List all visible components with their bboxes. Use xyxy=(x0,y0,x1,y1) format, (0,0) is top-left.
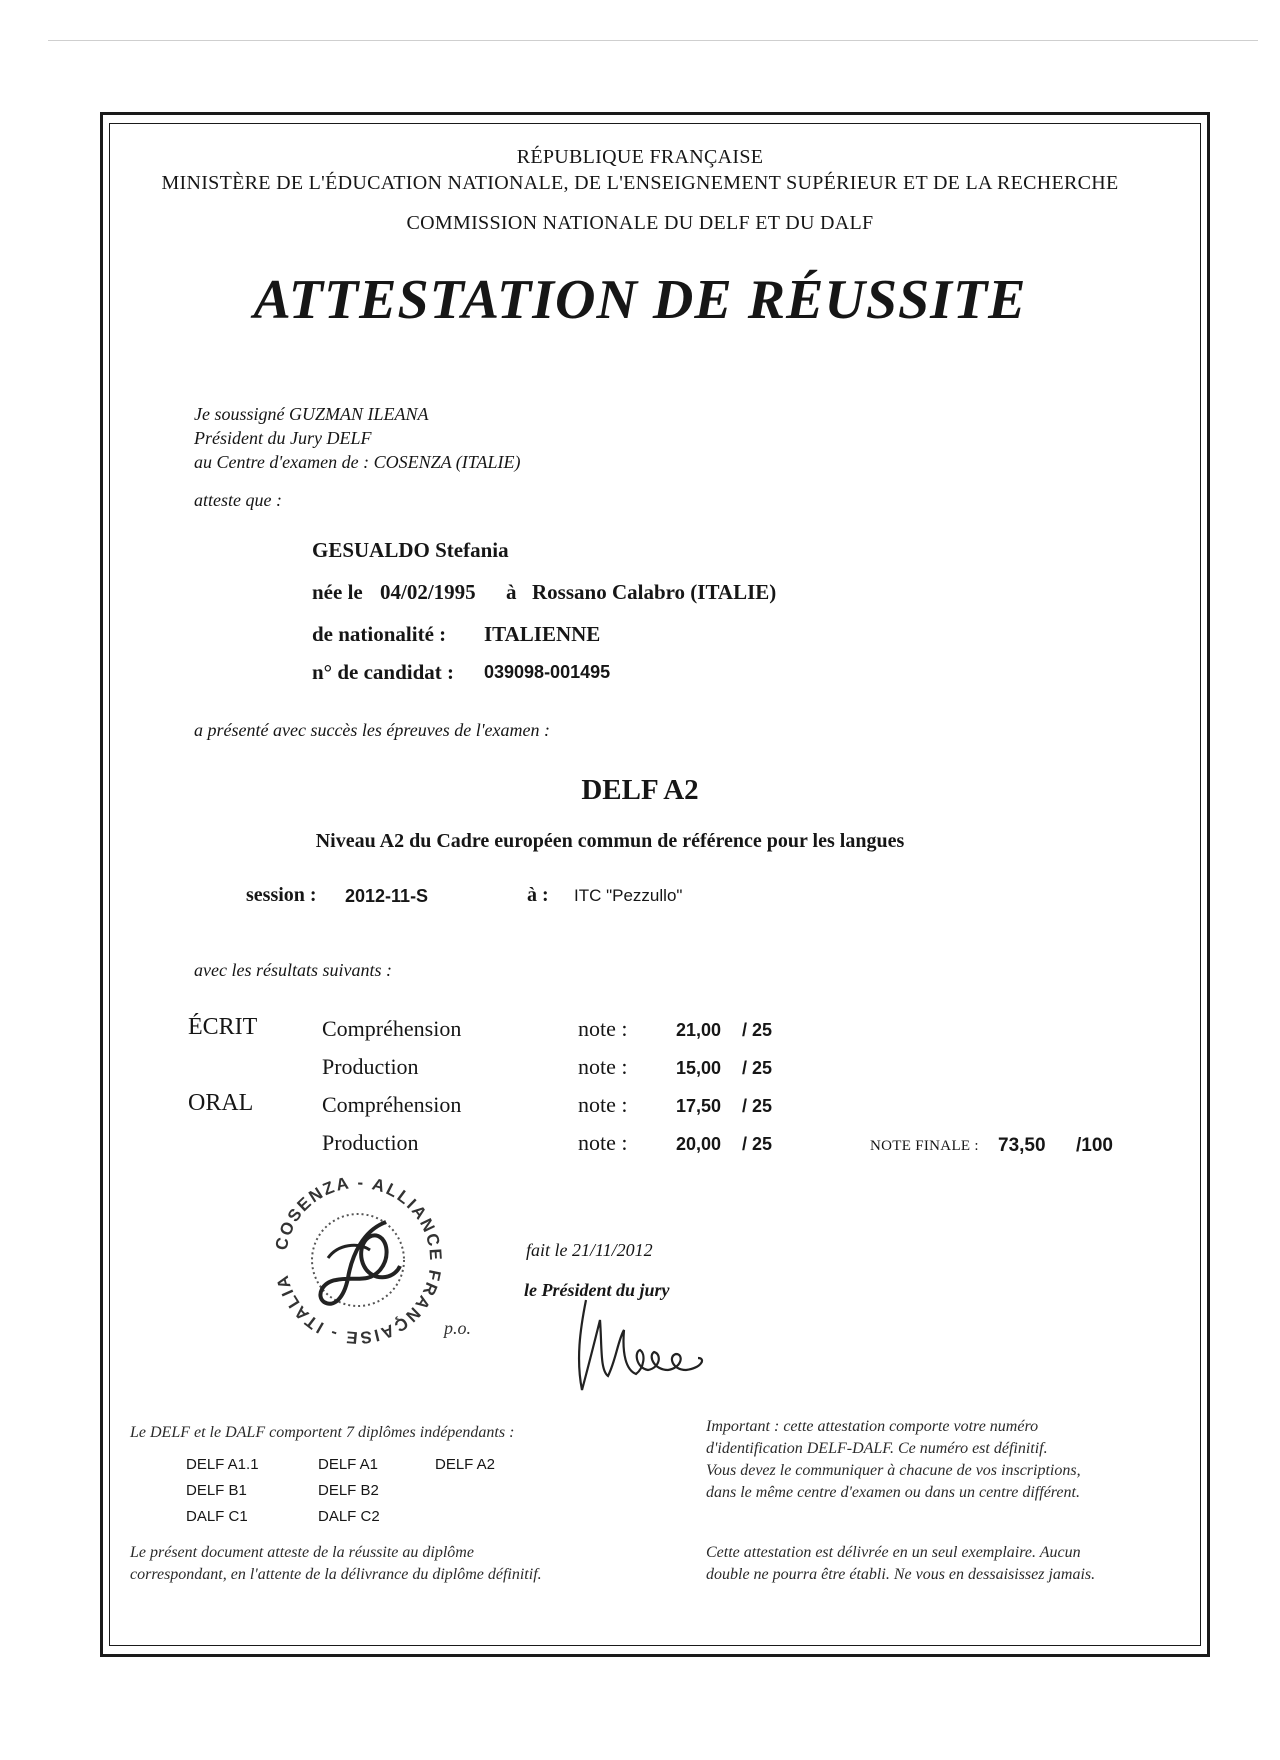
exam-name: DELF A2 xyxy=(581,774,699,806)
presented-text: a présenté avec succès les épreuves de l'examen : xyxy=(194,720,551,740)
result-score: 21,00 xyxy=(676,1020,722,1040)
footer-important-4: dans le même centre d'examen ou dans un centre différent. xyxy=(706,1484,1080,1501)
exam-place-label: à : xyxy=(527,884,549,906)
scan-top-rule xyxy=(48,40,1258,41)
result-section: ÉCRIT xyxy=(188,1014,258,1040)
birth-place-label: à xyxy=(506,580,517,604)
final-score: 73,50 xyxy=(998,1135,1046,1156)
footer-single-copy-1: Cette attestation est délivrée en un seul exemplaire. Aucun xyxy=(706,1544,1081,1561)
result-max: / 25 xyxy=(742,1058,773,1078)
header-ministere: MINISTÈRE DE L'ÉDUCATION NATIONALE, DE L'ENSEIGNEMENT SUPÉRIEUR ET DE LA RECHERCHE xyxy=(161,172,1119,194)
exam-level: Niveau A2 du Cadre européen commun de référence pour les langues xyxy=(315,830,905,852)
final-score-label: NOTE FINALE : xyxy=(870,1138,979,1154)
nationality: ITALIENNE xyxy=(484,622,601,646)
president-signature xyxy=(440,1290,740,1400)
result-score: 20,00 xyxy=(676,1134,722,1154)
result-max: / 25 xyxy=(742,1096,773,1116)
svg-text:COSENZA - ALLIANCE FRANÇAISE -: COSENZA - ALLIANCE FRANÇAISE - ITALIA xyxy=(271,1172,446,1348)
result-note-label: note : xyxy=(578,1016,628,1041)
footer-important-2: d'identification DELF-DALF. Ce numéro est définitif. xyxy=(706,1440,1048,1457)
result-max: / 25 xyxy=(742,1020,773,1040)
diploma-item: DELF B2 xyxy=(318,1482,379,1499)
birth-place: Rossano Calabro (ITALIE) xyxy=(532,580,777,604)
candidate-number-label: n° de candidat : xyxy=(312,660,455,684)
diploma-item: DELF A2 xyxy=(435,1456,496,1473)
session-label: session : xyxy=(246,884,317,906)
candidate-name: GESUALDO Stefania xyxy=(312,538,509,562)
footer-diplomas-intro: Le DELF et le DALF comportent 7 diplômes indépendants : xyxy=(130,1424,515,1441)
document-title: ATTESTATION DE RÉUSSITE xyxy=(253,269,1027,331)
footer-note-2: correspondant, en l'attente de la délivrance du diplôme définitif. xyxy=(130,1566,542,1583)
president-line-2: Président du Jury DELF xyxy=(194,428,372,448)
result-note-label: note : xyxy=(578,1130,628,1155)
final-score-max: /100 xyxy=(1076,1135,1113,1156)
diploma-item: DELF A1 xyxy=(318,1456,379,1473)
birth-label: née le xyxy=(312,580,363,604)
diploma-item: DELF A1.1 xyxy=(186,1456,259,1473)
footer-note-1: Le présent document atteste de la réussite au diplôme xyxy=(130,1544,474,1561)
candidate-number: 039098-001495 xyxy=(484,662,611,682)
signature-pp: p.o. xyxy=(444,1318,471,1338)
results-intro: avec les résultats suivants : xyxy=(194,960,392,980)
header-republique: RÉPUBLIQUE FRANÇAISE xyxy=(516,146,764,168)
signature-role: le Président du jury xyxy=(524,1280,670,1300)
exam-place: ITC "Pezzullo" xyxy=(574,886,683,905)
alliance-francaise-stamp xyxy=(268,1170,448,1350)
result-section: ORAL xyxy=(188,1090,254,1116)
diploma-item: DELF B1 xyxy=(186,1482,247,1499)
result-score: 17,50 xyxy=(676,1096,722,1116)
session-value: 2012-11-S xyxy=(345,886,429,906)
president-line-3: au Centre d'examen de : COSENZA (ITALIE) xyxy=(194,452,521,472)
signature-date: fait le 21/11/2012 xyxy=(526,1240,653,1260)
birth-date: 04/02/1995 xyxy=(380,580,476,604)
footer-important-3: Vous devez le communiquer à chacune de vos inscriptions, xyxy=(706,1462,1081,1479)
result-note-label: note : xyxy=(578,1054,628,1079)
result-skill: Compréhension xyxy=(322,1092,462,1117)
header-commission: COMMISSION NATIONALE DU DELF ET DU DALF xyxy=(406,212,874,234)
diploma-item: DALF C2 xyxy=(318,1508,380,1525)
atteste-que: atteste que : xyxy=(194,490,282,510)
result-skill: Compréhension xyxy=(322,1016,462,1041)
result-note-label: note : xyxy=(578,1092,628,1117)
president-line-1: Je soussigné GUZMAN ILEANA xyxy=(194,404,429,424)
footer-single-copy-2: double ne pourra être établi. Ne vous en dessaisissez jamais. xyxy=(706,1566,1096,1583)
result-score: 15,00 xyxy=(676,1058,722,1078)
result-skill: Production xyxy=(322,1054,419,1079)
result-skill: Production xyxy=(322,1130,419,1155)
result-max: / 25 xyxy=(742,1134,773,1154)
nationality-label: de nationalité : xyxy=(312,622,447,646)
footer-important-1: Important : cette attestation comporte votre numéro xyxy=(706,1418,1039,1435)
diploma-item: DALF C1 xyxy=(186,1508,248,1525)
